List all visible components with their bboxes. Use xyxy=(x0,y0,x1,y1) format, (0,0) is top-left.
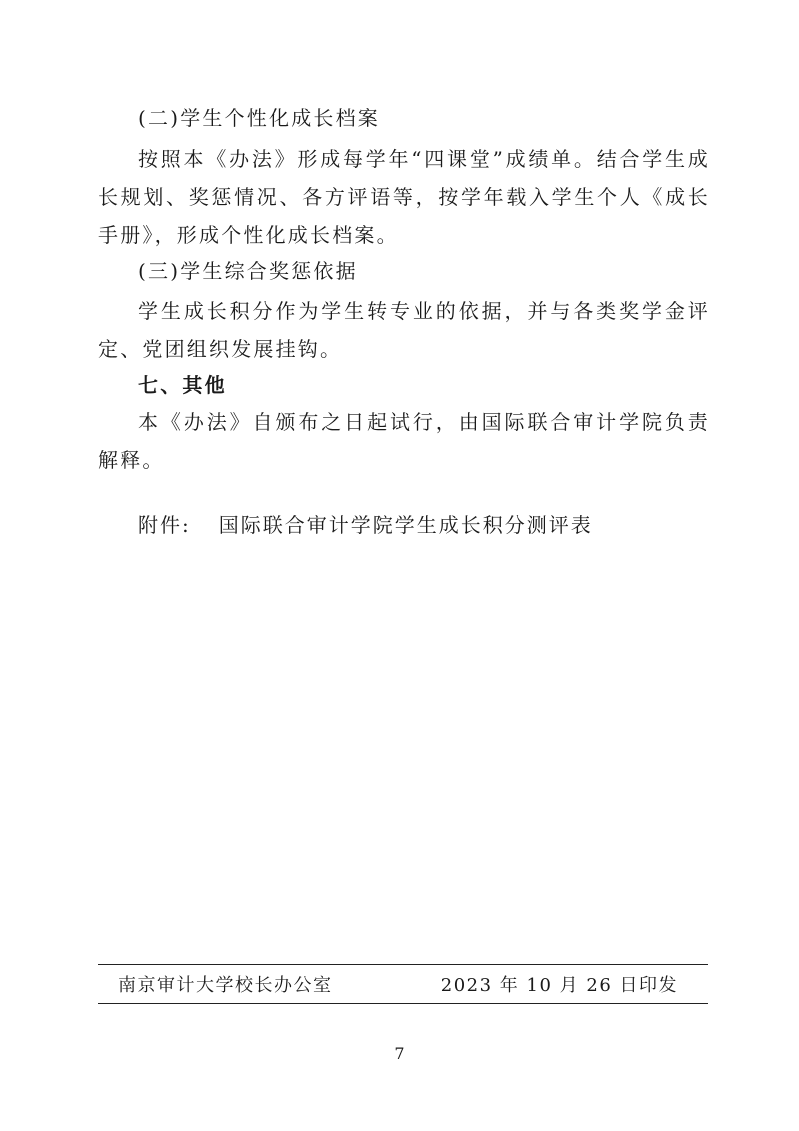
footer-bottom-rule xyxy=(98,1003,708,1004)
footer-issuer: 南京审计大学校长办公室 xyxy=(118,975,333,996)
subsection-body-reward-basis: 学生成长积分作为学生转专业的依据，并与各类奖学金评定、党团组织发展挂钩。 xyxy=(98,299,710,361)
subsection-heading-personal-archive: (二)学生个性化成长档案 xyxy=(138,106,381,130)
subsection-heading-reward-basis: (三)学生综合奖惩依据 xyxy=(138,259,358,283)
section-body-other: 本《办法》自颁布之日起试行，由国际联合审计学院负责解释。 xyxy=(98,410,710,472)
attachment-title: 国际联合审计学院学生成长积分测评表 xyxy=(218,513,593,537)
section-heading-other: 七、其他 xyxy=(138,373,227,397)
footer-issue-line xyxy=(118,972,678,1000)
footer-date: 2023 年 10 月 26 日印发 xyxy=(440,975,678,996)
attachment-label: 附件: xyxy=(138,513,191,537)
page-number: 7 xyxy=(394,1044,405,1063)
attachment-line xyxy=(138,509,593,541)
subsection-body-personal-archive: 按照本《办法》形成每学年“四课堂”成绩单。结合学生成长规划、奖惩情况、各方评语等，按学年载入学生个人《成长手册》，形成个性化成长档案。 xyxy=(98,147,710,247)
footer-top-rule xyxy=(98,964,708,965)
